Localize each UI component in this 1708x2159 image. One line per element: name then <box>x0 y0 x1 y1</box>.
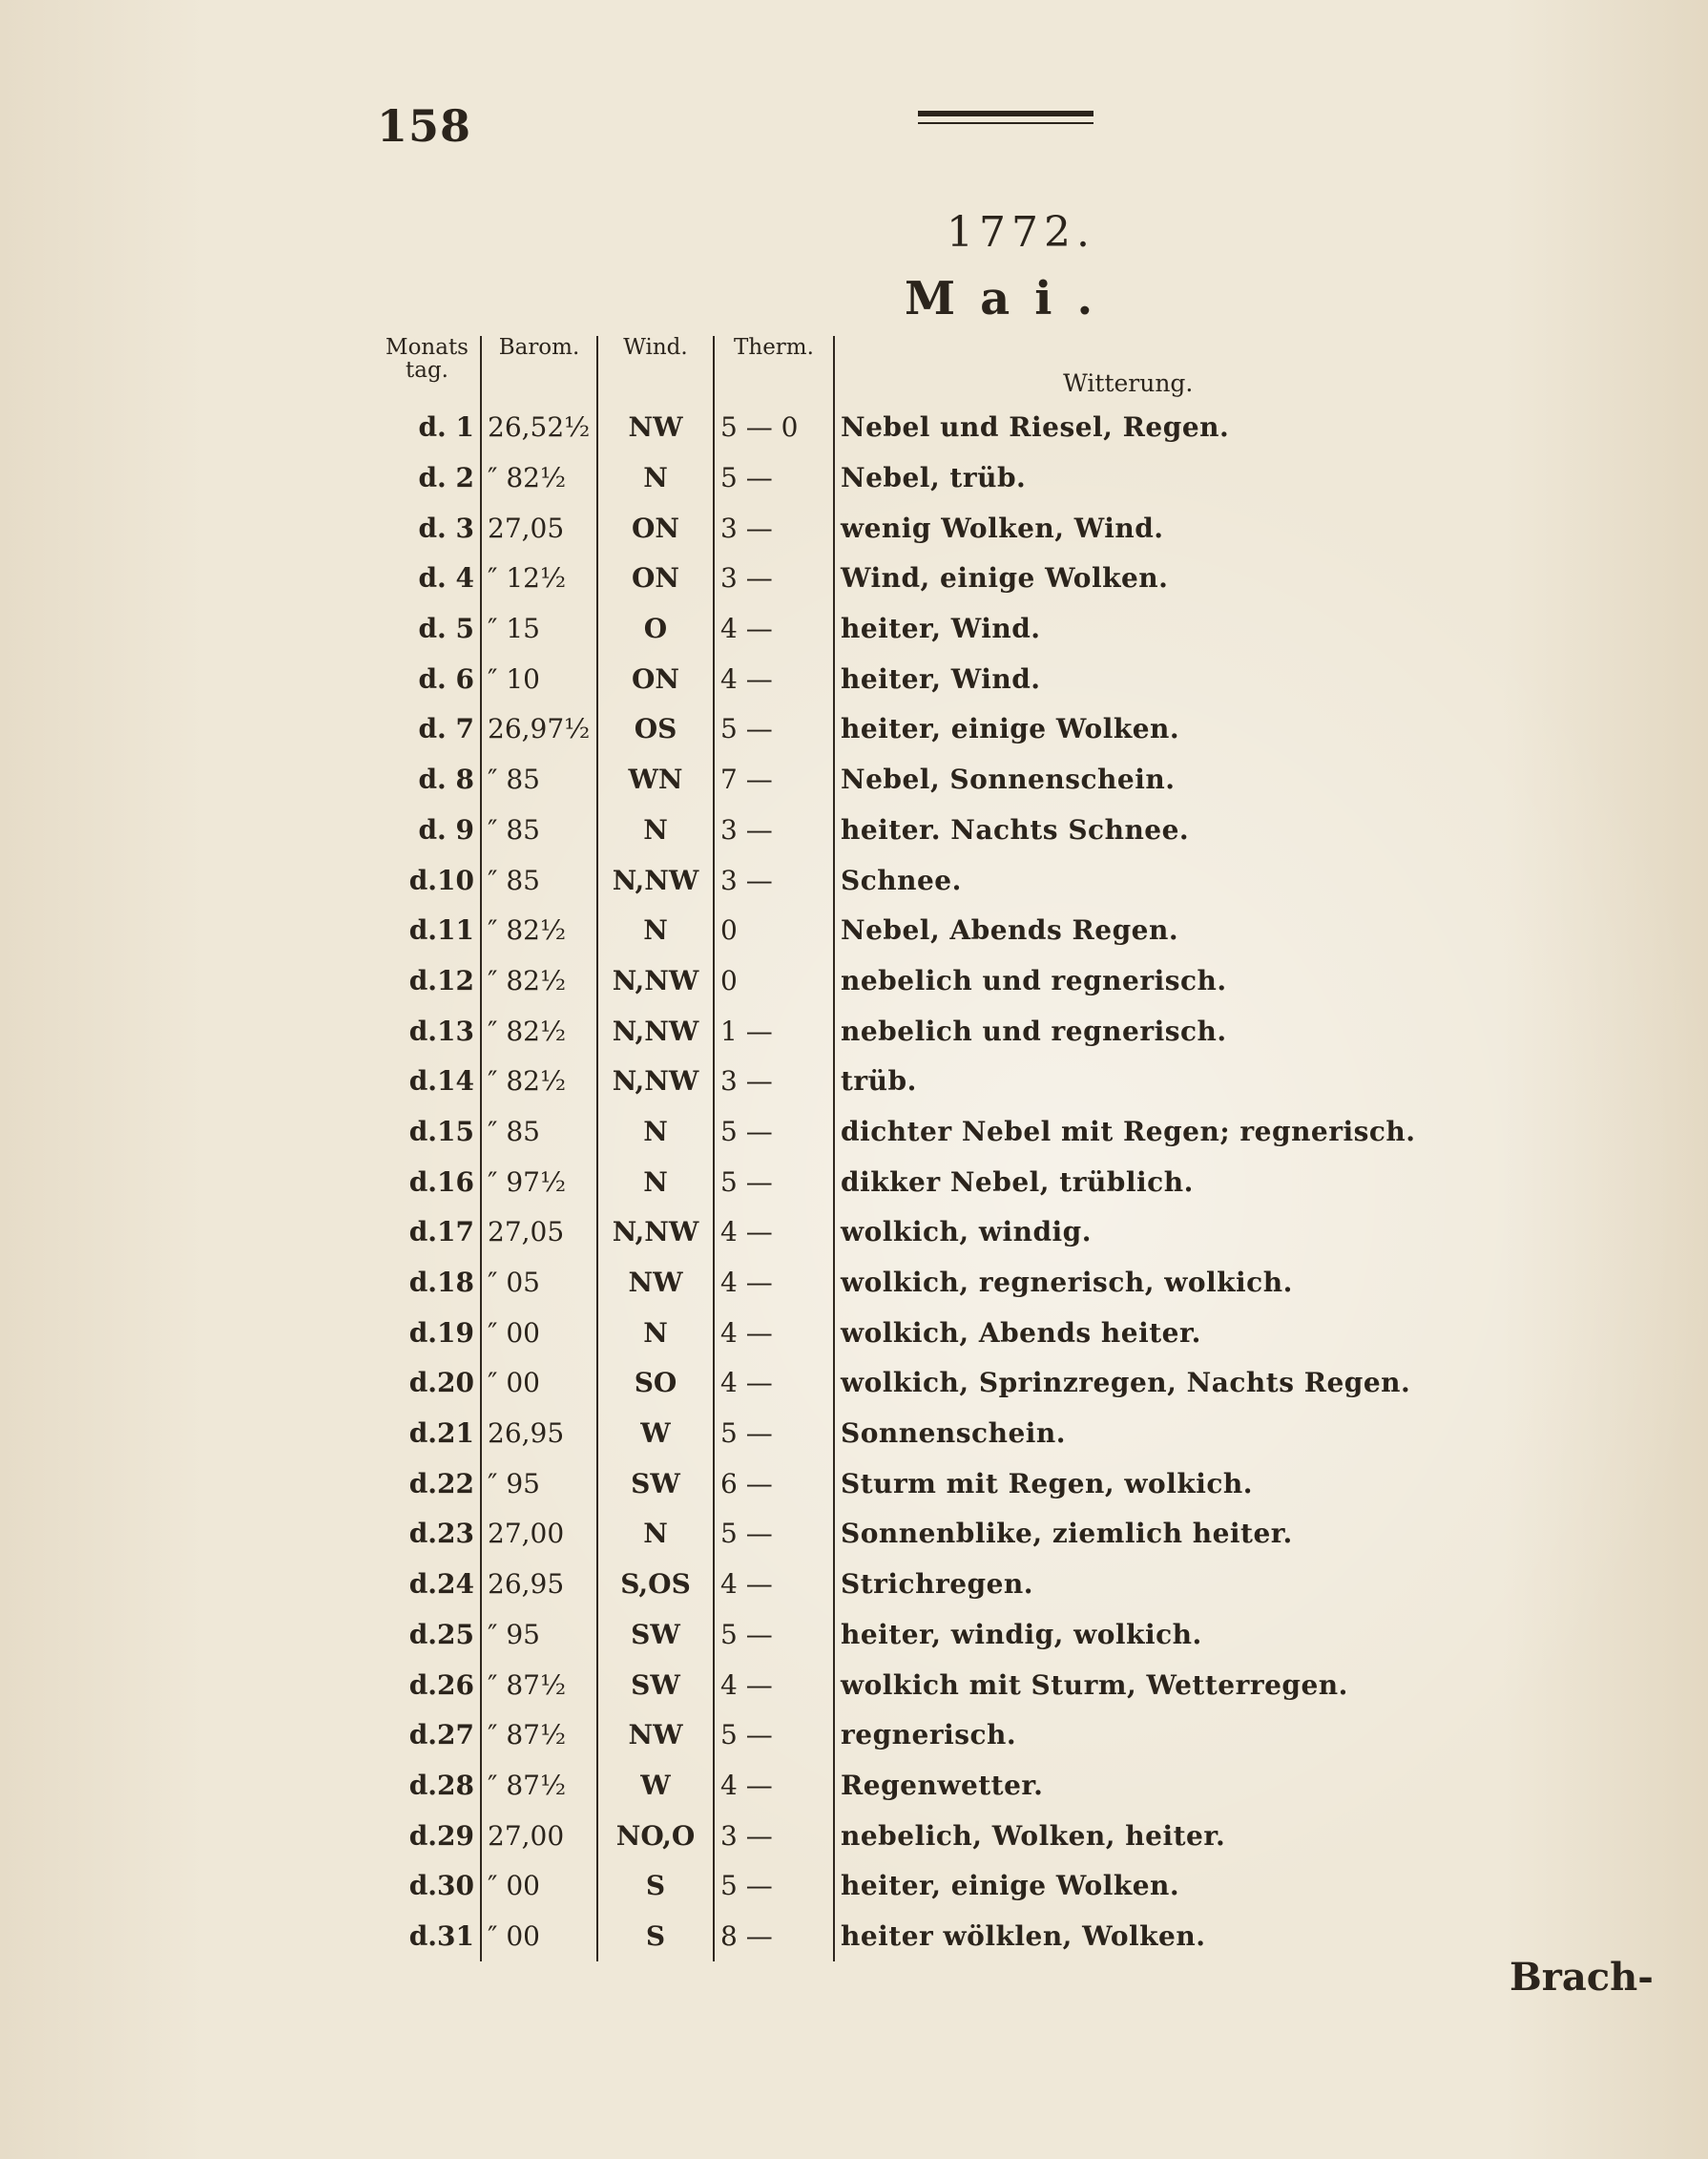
header-weather: Witterung. <box>834 336 1422 403</box>
thermometer-cell: 4 — <box>714 1258 834 1309</box>
thermometer-cell: 3 — <box>714 806 834 856</box>
barometer-cell: ″ 00 <box>481 1308 597 1358</box>
thermometer-cell: 4 — <box>714 654 834 704</box>
thermometer-cell: 5 — <box>714 1710 834 1761</box>
wind-cell: N,NW <box>597 1207 714 1258</box>
day-cell: d.23 <box>408 1518 474 1550</box>
barometer-cell: ″ 82½ <box>481 453 597 504</box>
day-cell: d.30 <box>408 1870 474 1902</box>
barometer-cell: ″ 82½ <box>481 1057 597 1107</box>
day-cell: d. 6 <box>418 662 474 695</box>
weather-cell: Sonnenblike, ziemlich heiter. <box>834 1509 1422 1560</box>
barometer-cell: 27,00 <box>481 1811 597 1861</box>
weather-cell: wolkich mit Sturm, Wetterregen. <box>834 1660 1422 1710</box>
table-row <box>374 1811 1422 1861</box>
table-row <box>374 604 1422 655</box>
wind-cell: NW <box>597 1710 714 1761</box>
table-row <box>374 755 1422 806</box>
weather-cell: heiter wölklen, Wolken. <box>834 1912 1422 1962</box>
thermometer-cell: 5 — <box>714 1157 834 1207</box>
month-heading: Mai. <box>905 272 1118 325</box>
barometer-cell: 26,52½ <box>481 403 597 453</box>
weather-cell: dikker Nebel, trüblich. <box>834 1157 1422 1207</box>
wind-cell: S <box>597 1861 714 1912</box>
weather-cell: Regenwetter. <box>834 1761 1422 1812</box>
catchword: Brach- <box>1510 1955 1654 2000</box>
wind-cell: WN <box>597 755 714 806</box>
wind-cell: N <box>597 906 714 956</box>
wind-cell: N,NW <box>597 1057 714 1107</box>
table-row <box>374 956 1422 1007</box>
wind-cell: S,OS <box>597 1560 714 1610</box>
day-cell: d.24 <box>408 1568 474 1601</box>
table-row <box>374 503 1422 554</box>
barometer-cell: ″ 00 <box>481 1912 597 1962</box>
weather-cell: dichter Nebel mit Regen; regnerisch. <box>834 1107 1422 1158</box>
day-cell: d. 2 <box>418 462 474 494</box>
day-cell: d.11 <box>408 914 474 947</box>
weather-cell: nebelich und regnerisch. <box>834 956 1422 1007</box>
day-cell: d. 8 <box>418 764 474 796</box>
thermometer-cell: 0 <box>714 956 834 1007</box>
weather-cell: heiter, windig, wolkich. <box>834 1610 1422 1661</box>
table-row <box>374 1057 1422 1107</box>
wind-cell: NW <box>597 1258 714 1309</box>
header-rule <box>918 111 1094 124</box>
wind-cell: W <box>597 1409 714 1459</box>
weather-cell: heiter, einige Wolken. <box>834 704 1422 755</box>
table-row <box>374 1710 1422 1761</box>
day-cell: d. 4 <box>418 562 474 595</box>
table-row <box>374 654 1422 704</box>
header-wind: Wind. <box>597 336 714 403</box>
table-row <box>374 1107 1422 1158</box>
header-day: Monats tag. <box>385 335 469 383</box>
thermometer-cell: 3 — <box>714 554 834 604</box>
day-cell: d.14 <box>408 1065 474 1098</box>
wind-cell: OS <box>597 704 714 755</box>
table-row <box>374 554 1422 604</box>
wind-cell: NW <box>597 403 714 453</box>
thermometer-cell: 4 — <box>714 1560 834 1610</box>
table-row <box>374 1458 1422 1509</box>
barometer-cell: ″ 82½ <box>481 906 597 956</box>
barometer-cell: 27,05 <box>481 1207 597 1258</box>
day-cell: d. 9 <box>418 813 474 846</box>
table-row <box>374 1509 1422 1560</box>
weather-cell: Strichregen. <box>834 1560 1422 1610</box>
day-cell: d.19 <box>408 1316 474 1349</box>
page-number: 158 <box>377 100 472 152</box>
thermometer-cell: 4 — <box>714 604 834 655</box>
wind-cell: ON <box>597 654 714 704</box>
weather-cell: heiter, Wind. <box>834 654 1422 704</box>
weather-cell: regnerisch. <box>834 1710 1422 1761</box>
table-row <box>374 403 1422 453</box>
wind-cell: N,NW <box>597 855 714 906</box>
day-cell: d. 1 <box>418 411 474 444</box>
thermometer-cell: 3 — <box>714 855 834 906</box>
wind-cell: ON <box>597 503 714 554</box>
thermometer-cell: 1 — <box>714 1006 834 1057</box>
table-row <box>374 1409 1422 1459</box>
wind-cell: NO,O <box>597 1811 714 1861</box>
day-cell: d.12 <box>408 964 474 996</box>
day-cell: d.17 <box>408 1216 474 1248</box>
year-heading: 1772. <box>947 208 1095 257</box>
weather-cell: wolkich, windig. <box>834 1207 1422 1258</box>
table-row <box>374 906 1422 956</box>
wind-cell: SW <box>597 1458 714 1509</box>
day-cell: d.18 <box>408 1267 474 1299</box>
weather-cell: nebelich und regnerisch. <box>834 1006 1422 1057</box>
day-cell: d. 5 <box>418 613 474 645</box>
barometer-cell: ″ 85 <box>481 1107 597 1158</box>
thermometer-cell: 5 — <box>714 1610 834 1661</box>
thermometer-cell: 5 — <box>714 704 834 755</box>
weather-cell: Sturm mit Regen, wolkich. <box>834 1458 1422 1509</box>
table-row <box>374 806 1422 856</box>
barometer-cell: ″ 87½ <box>481 1660 597 1710</box>
weather-cell: Sonnenschein. <box>834 1409 1422 1459</box>
day-cell: d.21 <box>408 1417 474 1450</box>
weather-cell: Nebel und Riesel, Regen. <box>834 403 1422 453</box>
weather-cell: wolkich, Abends heiter. <box>834 1308 1422 1358</box>
barometer-cell: ″ 95 <box>481 1610 597 1661</box>
barometer-cell: ″ 97½ <box>481 1157 597 1207</box>
thermometer-cell: 8 — <box>714 1912 834 1962</box>
barometer-cell: 27,05 <box>481 503 597 554</box>
day-cell: d.26 <box>408 1668 474 1701</box>
wind-cell: N <box>597 806 714 856</box>
barometer-cell: ″ 82½ <box>481 1006 597 1057</box>
table-row <box>374 453 1422 504</box>
header-thermometer: Therm. <box>714 336 834 403</box>
wind-cell: N,NW <box>597 956 714 1007</box>
thermometer-cell: 4 — <box>714 1761 834 1812</box>
barometer-cell: ″ 95 <box>481 1458 597 1509</box>
table-row <box>374 1761 1422 1812</box>
barometer-cell: ″ 85 <box>481 806 597 856</box>
weather-table <box>374 336 1422 1961</box>
weather-cell: wolkich, regnerisch, wolkich. <box>834 1258 1422 1309</box>
table-row <box>374 1912 1422 1962</box>
day-cell: d.13 <box>408 1015 474 1047</box>
thermometer-cell: 7 — <box>714 755 834 806</box>
weather-cell: Nebel, trüb. <box>834 453 1422 504</box>
wind-cell: SW <box>597 1610 714 1661</box>
thermometer-cell: 4 — <box>714 1207 834 1258</box>
day-cell: d.20 <box>408 1367 474 1399</box>
barometer-cell: ″ 12½ <box>481 554 597 604</box>
barometer-cell: ″ 15 <box>481 604 597 655</box>
wind-cell: W <box>597 1761 714 1812</box>
weather-cell: heiter. Nachts Schnee. <box>834 806 1422 856</box>
wind-cell: N,NW <box>597 1006 714 1057</box>
weather-cell: trüb. <box>834 1057 1422 1107</box>
weather-cell: wolkich, Sprinzregen, Nachts Regen. <box>834 1358 1422 1409</box>
header-barometer: Barom. <box>481 336 597 403</box>
weather-cell: nebelich, Wolken, heiter. <box>834 1811 1422 1861</box>
barometer-cell: ″ 85 <box>481 755 597 806</box>
table-row <box>374 855 1422 906</box>
thermometer-cell: 3 — <box>714 1811 834 1861</box>
barometer-cell: ″ 87½ <box>481 1761 597 1812</box>
table-row <box>374 1006 1422 1057</box>
barometer-cell: 26,95 <box>481 1409 597 1459</box>
table-row <box>374 1258 1422 1309</box>
day-cell: d.25 <box>408 1618 474 1650</box>
barometer-cell: ″ 10 <box>481 654 597 704</box>
thermometer-cell: 0 <box>714 906 834 956</box>
wind-cell: N <box>597 1308 714 1358</box>
wind-cell: N <box>597 1509 714 1560</box>
table-row <box>374 1358 1422 1409</box>
table-row <box>374 1157 1422 1207</box>
thermometer-cell: 3 — <box>714 1057 834 1107</box>
weather-cell: Nebel, Abends Regen. <box>834 906 1422 956</box>
day-cell: d.10 <box>408 864 474 896</box>
wind-cell: O <box>597 604 714 655</box>
table-row <box>374 1308 1422 1358</box>
barometer-cell: 26,95 <box>481 1560 597 1610</box>
day-cell: d. 3 <box>418 512 474 544</box>
wind-cell: SO <box>597 1358 714 1409</box>
table-header-row <box>374 336 1422 403</box>
thermometer-cell: 4 — <box>714 1660 834 1710</box>
barometer-cell: ″ 00 <box>481 1861 597 1912</box>
day-cell: d. 7 <box>418 713 474 745</box>
table-row <box>374 1861 1422 1912</box>
barometer-cell: ″ 87½ <box>481 1710 597 1761</box>
weather-cell: heiter, einige Wolken. <box>834 1861 1422 1912</box>
weather-cell: Nebel, Sonnenschein. <box>834 755 1422 806</box>
weather-cell: Schnee. <box>834 855 1422 906</box>
wind-cell: SW <box>597 1660 714 1710</box>
table-row <box>374 1660 1422 1710</box>
thermometer-cell: 5 — <box>714 453 834 504</box>
table-row <box>374 1207 1422 1258</box>
thermometer-cell: 5 — <box>714 1409 834 1459</box>
barometer-cell: 27,00 <box>481 1509 597 1560</box>
thermometer-cell: 4 — <box>714 1358 834 1409</box>
wind-cell: N <box>597 453 714 504</box>
table-row <box>374 1560 1422 1610</box>
day-cell: d.16 <box>408 1165 474 1198</box>
day-cell: d.28 <box>408 1769 474 1801</box>
weather-cell: heiter, Wind. <box>834 604 1422 655</box>
day-cell: d.27 <box>408 1719 474 1751</box>
day-cell: d.15 <box>408 1115 474 1147</box>
thermometer-cell: 5 — 0 <box>714 403 834 453</box>
wind-cell: S <box>597 1912 714 1962</box>
barometer-cell: ″ 82½ <box>481 956 597 1007</box>
day-cell: d.29 <box>408 1819 474 1852</box>
weather-cell: Wind, einige Wolken. <box>834 554 1422 604</box>
wind-cell: N <box>597 1107 714 1158</box>
barometer-cell: ″ 00 <box>481 1358 597 1409</box>
day-cell: d.22 <box>408 1467 474 1499</box>
thermometer-cell: 5 — <box>714 1861 834 1912</box>
thermometer-cell: 3 — <box>714 503 834 554</box>
thermometer-cell: 4 — <box>714 1308 834 1358</box>
wind-cell: N <box>597 1157 714 1207</box>
barometer-cell: 26,97½ <box>481 704 597 755</box>
weather-cell: wenig Wolken, Wind. <box>834 503 1422 554</box>
barometer-cell: ″ 85 <box>481 855 597 906</box>
table-body <box>374 403 1422 1961</box>
thermometer-cell: 6 — <box>714 1458 834 1509</box>
wind-cell: ON <box>597 554 714 604</box>
thermometer-cell: 5 — <box>714 1509 834 1560</box>
table-row <box>374 1610 1422 1661</box>
day-cell: d.31 <box>408 1919 474 1952</box>
thermometer-cell: 5 — <box>714 1107 834 1158</box>
barometer-cell: ″ 05 <box>481 1258 597 1309</box>
table-row <box>374 704 1422 755</box>
